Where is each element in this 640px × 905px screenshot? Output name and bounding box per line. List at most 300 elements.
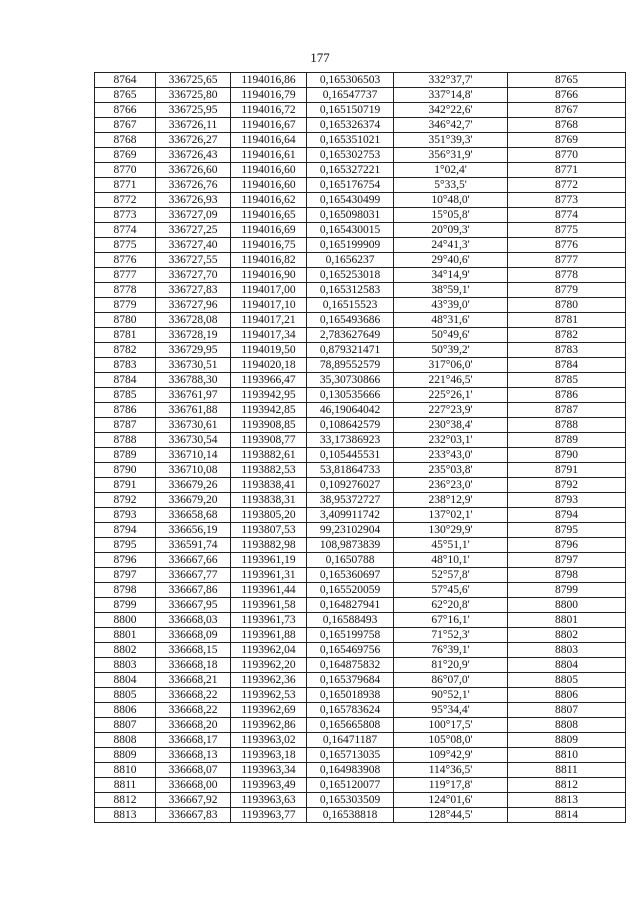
point-number-cell: 8770 [95,163,156,178]
distance-cell: 0,16471187 [307,733,394,748]
table-row [95,493,626,508]
distance-cell: 38,95372727 [307,493,394,508]
bearing-cell: 81°20,9' [394,658,508,673]
distance-cell: 2,783627649 [307,328,394,343]
x-coordinate-cell: 336668,15 [156,643,231,658]
distance-cell: 0,165351021 [307,133,394,148]
distance-cell: 0,108642579 [307,418,394,433]
y-coordinate-cell: 1193961,19 [231,553,307,568]
bearing-cell: 62°20,8' [394,598,508,613]
bearing-cell: 1°02,4' [394,163,508,178]
point-number-cell: 8771 [95,178,156,193]
y-coordinate-cell: 1194016,62 [231,193,307,208]
y-coordinate-cell: 1193807,53 [231,523,307,538]
y-coordinate-cell: 1193963,02 [231,733,307,748]
next-point-cell: 8810 [508,748,626,763]
distance-cell: 0,165379684 [307,673,394,688]
x-coordinate-cell: 336668,07 [156,763,231,778]
bearing-cell: 109°42,9' [394,748,508,763]
y-coordinate-cell: 1193963,77 [231,808,307,823]
table-row [95,553,626,568]
next-point-cell: 8783 [508,343,626,358]
x-coordinate-cell: 336658,68 [156,508,231,523]
x-coordinate-cell: 336727,09 [156,208,231,223]
next-point-cell: 8765 [508,73,626,88]
table-row [95,283,626,298]
y-coordinate-cell: 1193942,95 [231,388,307,403]
x-coordinate-cell: 336729,95 [156,343,231,358]
table-row [95,613,626,628]
page-number: 177 [310,50,330,65]
bearing-cell: 230°38,4' [394,418,508,433]
point-number-cell: 8788 [95,433,156,448]
next-point-cell: 8812 [508,778,626,793]
y-coordinate-cell: 1194016,67 [231,118,307,133]
table-row [95,628,626,643]
x-coordinate-cell: 336726,93 [156,193,231,208]
table-row [95,298,626,313]
distance-cell: 0,16515523 [307,298,394,313]
x-coordinate-cell: 336728,08 [156,313,231,328]
distance-cell: 0,165253018 [307,268,394,283]
x-coordinate-cell: 336727,83 [156,283,231,298]
distance-cell: 0,1650788 [307,553,394,568]
y-coordinate-cell: 1193963,49 [231,778,307,793]
table-row [95,688,626,703]
y-coordinate-cell: 1193962,20 [231,658,307,673]
x-coordinate-cell: 336667,92 [156,793,231,808]
bearing-cell: 20°09,3' [394,223,508,238]
table-row [95,343,626,358]
distance-cell: 0,165150719 [307,103,394,118]
table-row [95,808,626,823]
next-point-cell: 8782 [508,328,626,343]
distance-cell: 53,81864733 [307,463,394,478]
bearing-cell: 128°44,5' [394,808,508,823]
x-coordinate-cell: 336668,22 [156,703,231,718]
next-point-cell: 8803 [508,643,626,658]
bearing-cell: 100°17,5' [394,718,508,733]
y-coordinate-cell: 1193963,18 [231,748,307,763]
y-coordinate-cell: 1194016,60 [231,178,307,193]
distance-cell: 0,165713035 [307,748,394,763]
table-row [95,208,626,223]
next-point-cell: 8806 [508,688,626,703]
x-coordinate-cell: 336668,22 [156,688,231,703]
table-row [95,763,626,778]
point-number-cell: 8777 [95,268,156,283]
distance-cell: 0,105445531 [307,448,394,463]
point-number-cell: 8810 [95,763,156,778]
distance-cell: 0,165120077 [307,778,394,793]
x-coordinate-cell: 336726,43 [156,148,231,163]
bearing-cell: 95°34,4' [394,703,508,718]
y-coordinate-cell: 1194016,61 [231,148,307,163]
y-coordinate-cell: 1193908,85 [231,418,307,433]
bearing-cell: 317°06,0' [394,358,508,373]
table-row [95,403,626,418]
x-coordinate-cell: 336668,00 [156,778,231,793]
y-coordinate-cell: 1193838,41 [231,478,307,493]
next-point-cell: 8808 [508,718,626,733]
next-point-cell: 8771 [508,163,626,178]
bearing-cell: 332°37,7' [394,73,508,88]
next-point-cell: 8797 [508,553,626,568]
next-point-cell: 8791 [508,463,626,478]
table-row [95,448,626,463]
y-coordinate-cell: 1194016,65 [231,208,307,223]
table-row [95,658,626,673]
next-point-cell: 8767 [508,103,626,118]
x-coordinate-cell: 336668,20 [156,718,231,733]
y-coordinate-cell: 1193963,63 [231,793,307,808]
x-coordinate-cell: 336727,55 [156,253,231,268]
x-coordinate-cell: 336679,26 [156,478,231,493]
next-point-cell: 8780 [508,298,626,313]
table-row [95,148,626,163]
next-point-cell: 8774 [508,208,626,223]
x-coordinate-cell: 336710,14 [156,448,231,463]
distance-cell: 0,16547737 [307,88,394,103]
bearing-cell: 119°17,8' [394,778,508,793]
x-coordinate-cell: 336667,95 [156,598,231,613]
bearing-cell: 233°43,0' [394,448,508,463]
x-coordinate-cell: 336761,88 [156,403,231,418]
y-coordinate-cell: 1193838,31 [231,493,307,508]
point-number-cell: 8781 [95,328,156,343]
table-row [95,268,626,283]
point-number-cell: 8792 [95,493,156,508]
y-coordinate-cell: 1194017,21 [231,313,307,328]
table-row [95,703,626,718]
y-coordinate-cell: 1193961,44 [231,583,307,598]
distance-cell: 0,165199909 [307,238,394,253]
next-point-cell: 8772 [508,178,626,193]
table-row [95,418,626,433]
table-row [95,718,626,733]
table-row [95,793,626,808]
next-point-cell: 8795 [508,523,626,538]
next-point-cell: 8813 [508,793,626,808]
x-coordinate-cell: 336667,83 [156,808,231,823]
y-coordinate-cell: 1193962,04 [231,643,307,658]
distance-cell: 78,89552579 [307,358,394,373]
bearing-cell: 232°03,1' [394,433,508,448]
bearing-cell: 38°59,1' [394,283,508,298]
next-point-cell: 8775 [508,223,626,238]
bearing-cell: 43°39,0' [394,298,508,313]
distance-cell: 0,165360697 [307,568,394,583]
y-coordinate-cell: 1193805,20 [231,508,307,523]
x-coordinate-cell: 336667,86 [156,583,231,598]
next-point-cell: 8784 [508,358,626,373]
y-coordinate-cell: 1194017,10 [231,298,307,313]
point-number-cell: 8795 [95,538,156,553]
x-coordinate-cell: 336727,70 [156,268,231,283]
bearing-cell: 236°23,0' [394,478,508,493]
next-point-cell: 8785 [508,373,626,388]
distance-cell: 0,165520059 [307,583,394,598]
point-number-cell: 8783 [95,358,156,373]
point-number-cell: 8766 [95,103,156,118]
point-number-cell: 8800 [95,613,156,628]
y-coordinate-cell: 1193962,86 [231,718,307,733]
bearing-cell: 29°40,6' [394,253,508,268]
point-number-cell: 8809 [95,748,156,763]
table-row [95,538,626,553]
x-coordinate-cell: 336725,65 [156,73,231,88]
next-point-cell: 8766 [508,88,626,103]
distance-cell: 0,165665808 [307,718,394,733]
next-point-cell: 8777 [508,253,626,268]
next-point-cell: 8770 [508,148,626,163]
point-number-cell: 8802 [95,643,156,658]
x-coordinate-cell: 336667,77 [156,568,231,583]
next-point-cell: 8769 [508,133,626,148]
x-coordinate-cell: 336730,61 [156,418,231,433]
table-row [95,193,626,208]
next-point-cell: 8799 [508,583,626,598]
point-number-cell: 8803 [95,658,156,673]
next-point-cell: 8787 [508,403,626,418]
y-coordinate-cell: 1193942,85 [231,403,307,418]
point-number-cell: 8813 [95,808,156,823]
distance-cell: 33,17386923 [307,433,394,448]
point-number-cell: 8793 [95,508,156,523]
distance-cell: 0,164983908 [307,763,394,778]
x-coordinate-cell: 336726,11 [156,118,231,133]
y-coordinate-cell: 1194016,79 [231,88,307,103]
distance-cell: 0,109276027 [307,478,394,493]
table-row [95,118,626,133]
point-number-cell: 8804 [95,673,156,688]
point-number-cell: 8807 [95,718,156,733]
table-body [95,73,626,823]
y-coordinate-cell: 1193962,69 [231,703,307,718]
x-coordinate-cell: 336668,17 [156,733,231,748]
table-row [95,748,626,763]
x-coordinate-cell: 336668,18 [156,658,231,673]
point-number-cell: 8779 [95,298,156,313]
point-number-cell: 8805 [95,688,156,703]
next-point-cell: 8786 [508,388,626,403]
distance-cell: 0,165018938 [307,688,394,703]
table-row [95,373,626,388]
next-point-cell: 8779 [508,283,626,298]
table-row [95,358,626,373]
bearing-cell: 67°16,1' [394,613,508,628]
bearing-cell: 10°48,0' [394,193,508,208]
table-row [95,178,626,193]
table-row [95,163,626,178]
next-point-cell: 8807 [508,703,626,718]
distance-cell: 0,165430015 [307,223,394,238]
bearing-cell: 137°02,1' [394,508,508,523]
bearing-cell: 50°49,6' [394,328,508,343]
y-coordinate-cell: 1193961,31 [231,568,307,583]
bearing-cell: 52°57,8' [394,568,508,583]
point-number-cell: 8784 [95,373,156,388]
table-row [95,463,626,478]
y-coordinate-cell: 1193908,77 [231,433,307,448]
table-row [95,223,626,238]
x-coordinate-cell: 336725,95 [156,103,231,118]
bearing-cell: 114°36,5' [394,763,508,778]
table-row [95,133,626,148]
bearing-cell: 48°10,1' [394,553,508,568]
distance-cell: 0,165302753 [307,148,394,163]
distance-cell: 0,165312583 [307,283,394,298]
bearing-cell: 105°08,0' [394,733,508,748]
bearing-cell: 76°39,1' [394,643,508,658]
y-coordinate-cell: 1194016,75 [231,238,307,253]
next-point-cell: 8776 [508,238,626,253]
bearing-cell: 342°22,6' [394,103,508,118]
bearing-cell: 45°51,1' [394,538,508,553]
point-number-cell: 8811 [95,778,156,793]
next-point-cell: 8789 [508,433,626,448]
point-number-cell: 8786 [95,403,156,418]
bearing-cell: 337°14,8' [394,88,508,103]
y-coordinate-cell: 1194017,34 [231,328,307,343]
table-row [95,103,626,118]
point-number-cell: 8765 [95,88,156,103]
distance-cell: 99,23102904 [307,523,394,538]
y-coordinate-cell: 1193961,73 [231,613,307,628]
distance-cell: 0,164875832 [307,658,394,673]
x-coordinate-cell: 336730,54 [156,433,231,448]
next-point-cell: 8794 [508,508,626,523]
y-coordinate-cell: 1194016,69 [231,223,307,238]
bearing-cell: 130°29,9' [394,523,508,538]
next-point-cell: 8793 [508,493,626,508]
y-coordinate-cell: 1193962,36 [231,673,307,688]
next-point-cell: 8773 [508,193,626,208]
point-number-cell: 8812 [95,793,156,808]
x-coordinate-cell: 336668,03 [156,613,231,628]
y-coordinate-cell: 1194016,86 [231,73,307,88]
next-point-cell: 8788 [508,418,626,433]
next-point-cell: 8814 [508,808,626,823]
table-row [95,583,626,598]
point-number-cell: 8808 [95,733,156,748]
point-number-cell: 8794 [95,523,156,538]
x-coordinate-cell: 336667,66 [156,553,231,568]
distance-cell: 0,165306503 [307,73,394,88]
next-point-cell: 8790 [508,448,626,463]
table-row [95,238,626,253]
y-coordinate-cell: 1194017,00 [231,283,307,298]
point-number-cell: 8773 [95,208,156,223]
y-coordinate-cell: 1194016,64 [231,133,307,148]
bearing-cell: 24°41,3' [394,238,508,253]
y-coordinate-cell: 1193882,61 [231,448,307,463]
distance-cell: 0,165493686 [307,313,394,328]
y-coordinate-cell: 1193962,53 [231,688,307,703]
distance-cell: 46,19064042 [307,403,394,418]
distance-cell: 0,164827941 [307,598,394,613]
x-coordinate-cell: 336761,97 [156,388,231,403]
table-row [95,568,626,583]
table-row [95,643,626,658]
y-coordinate-cell: 1194016,60 [231,163,307,178]
point-number-cell: 8774 [95,223,156,238]
x-coordinate-cell: 336668,09 [156,628,231,643]
y-coordinate-cell: 1194020,18 [231,358,307,373]
table-row [95,253,626,268]
point-number-cell: 8806 [95,703,156,718]
bearing-cell: 57°45,6' [394,583,508,598]
table-row [95,598,626,613]
distance-cell: 0,130535666 [307,388,394,403]
distance-cell: 35,30730866 [307,373,394,388]
point-number-cell: 8787 [95,418,156,433]
bearing-cell: 238°12,9' [394,493,508,508]
y-coordinate-cell: 1193882,53 [231,463,307,478]
x-coordinate-cell: 336679,20 [156,493,231,508]
x-coordinate-cell: 336656,19 [156,523,231,538]
x-coordinate-cell: 336726,60 [156,163,231,178]
point-number-cell: 8776 [95,253,156,268]
table-row [95,388,626,403]
point-number-cell: 8789 [95,448,156,463]
bearing-cell: 235°03,8' [394,463,508,478]
distance-cell: 3,409911742 [307,508,394,523]
table-row [95,523,626,538]
point-number-cell: 8785 [95,388,156,403]
table-row [95,673,626,688]
y-coordinate-cell: 1194016,72 [231,103,307,118]
y-coordinate-cell: 1193961,88 [231,628,307,643]
table-row [95,328,626,343]
bearing-cell: 86°07,0' [394,673,508,688]
bearing-cell: 225°26,1' [394,388,508,403]
next-point-cell: 8802 [508,628,626,643]
distance-cell: 0,165199758 [307,628,394,643]
distance-cell: 0,165783624 [307,703,394,718]
table-row [95,733,626,748]
next-point-cell: 8792 [508,478,626,493]
distance-cell: 0,1656237 [307,253,394,268]
next-point-cell: 8768 [508,118,626,133]
x-coordinate-cell: 336730,51 [156,358,231,373]
bearing-cell: 5°33,5' [394,178,508,193]
bearing-cell: 48°31,6' [394,313,508,328]
distance-cell: 0,165469756 [307,643,394,658]
point-number-cell: 8775 [95,238,156,253]
bearing-cell: 227°23,9' [394,403,508,418]
bearing-cell: 356°31,9' [394,148,508,163]
bearing-cell: 124°01,6' [394,793,508,808]
bearing-cell: 71°52,3' [394,628,508,643]
x-coordinate-cell: 336710,08 [156,463,231,478]
point-number-cell: 8772 [95,193,156,208]
y-coordinate-cell: 1194019,50 [231,343,307,358]
point-number-cell: 8798 [95,583,156,598]
x-coordinate-cell: 336727,96 [156,298,231,313]
point-number-cell: 8791 [95,478,156,493]
point-number-cell: 8769 [95,148,156,163]
distance-cell: 0,165098031 [307,208,394,223]
x-coordinate-cell: 336728,19 [156,328,231,343]
distance-cell: 0,165430499 [307,193,394,208]
distance-cell: 108,9873839 [307,538,394,553]
x-coordinate-cell: 336591,74 [156,538,231,553]
point-number-cell: 8764 [95,73,156,88]
table-row [95,778,626,793]
x-coordinate-cell: 336726,27 [156,133,231,148]
next-point-cell: 8809 [508,733,626,748]
